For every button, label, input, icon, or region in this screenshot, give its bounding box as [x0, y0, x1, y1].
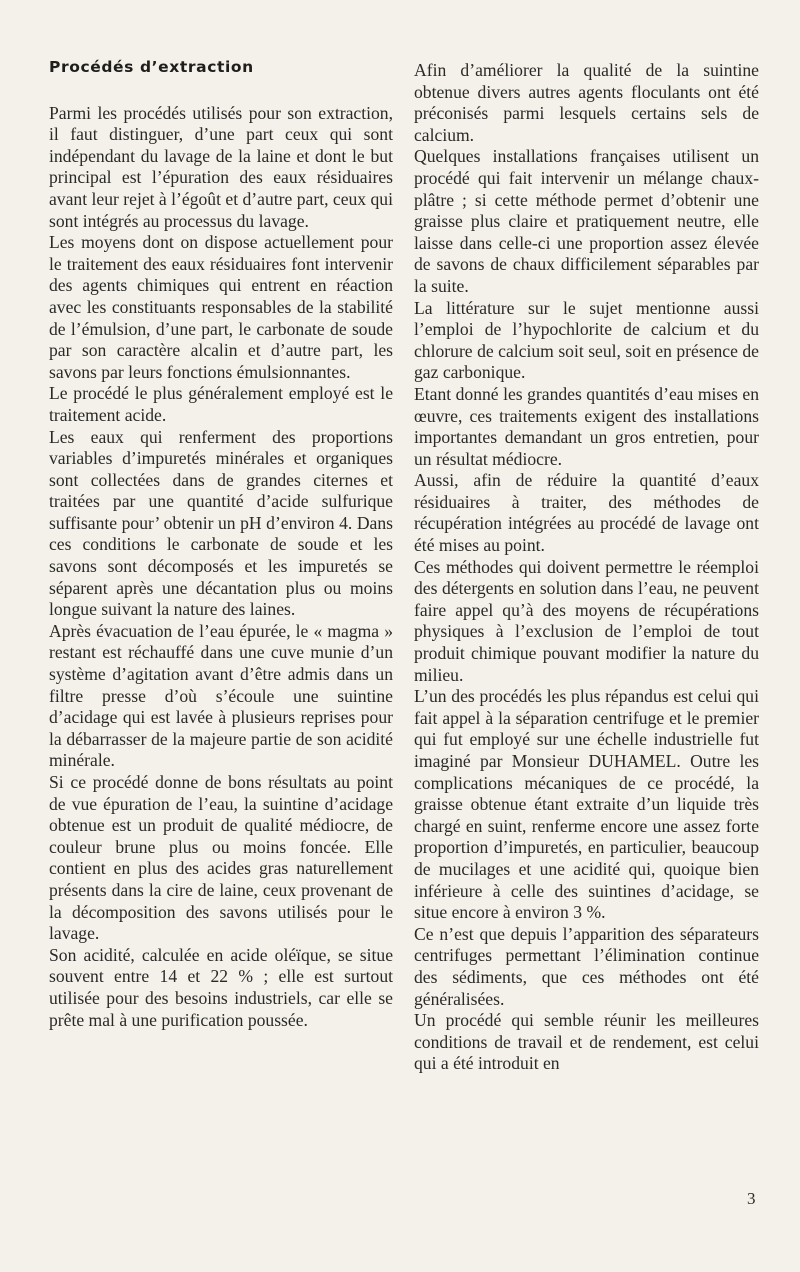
paragraph: Quelques installations françaises utilisent un procédé qui fait intervenir un mélange chaux-plâtre ; si cette méthode permet d’obtenir une graisse plus claire et pratiquement neutre, elle laisse dans celle-ci une proportion assez élevée de savons de chaux difficilement séparables par la suite.	[414, 146, 759, 296]
paragraph: Le procédé le plus généralement employé est le traitement acide.	[49, 383, 393, 425]
paragraph: Après évacuation de l’eau épurée, le « magma » restant est réchauffé dans une cuve munie d’un système d’agitation avant d’être admis dans un filtre presse d’où s’écoule une suintine d’acidage qui est lavée à plusieurs reprises pour la débarrasser de la majeure partie de son acidité minérale.	[49, 620, 393, 771]
paragraph: Etant donné les grandes quantités d’eau mises en œuvre, ces traitements exigent des installations importantes demandant un gros entretien, pour un résultat médiocre.	[414, 383, 759, 469]
section-title: Procédés d’extraction	[49, 58, 254, 76]
paragraph: Les eaux qui renferment des proportions variables d’impuretés minérales et organiques sont collectées dans de grandes citernes et traitées par une quantité d’acide sulfurique suffisante pour’ obtenir un pH d’environ 4. Dans ces conditions le carbonate de soude et les savons sont décomposés et les impuretés se séparent après une décantation plus ou moins longue suivant la nature des laines.	[49, 426, 393, 620]
left-column	[49, 52, 393, 1031]
paragraph: Si ce procédé donne de bons résultats au point de vue épuration de l’eau, la suintine d’acidage obtenue est un produit de qualité médiocre, de couleur brune plus ou moins foncée. Elle contient en plus des acides gras naturellement présents dans la cire de laine, ceux provenant de la décomposition des savons utilisés pour le lavage.	[49, 772, 393, 944]
paragraph: L’un des procédés les plus répandus est celui qui fait appel à la séparation centrifuge et le premier qui fut employé sur une échelle industrielle fut imaginé par Monsieur DUHAMEL. Outre les complications mécaniques de ce procédé, la graisse obtenue étant extraite d’un liquide très chargé en suint, renferme encore une assez forte proportion d’impuretés, en particulier, beaucoup de mucilages et une acidité qui, quoique bien inférieure à celle des suintines d’acidage, se situe encore à environ 3 %.	[414, 686, 759, 923]
paragraph: Afin d’améliorer la qualité de la suintine obtenue divers autres agents floculants ont été préconisés parmi lesquels certains sels de calcium.	[414, 60, 759, 145]
paragraph: Un procédé qui semble réunir les meilleures conditions de travail et de rendement, est celui qui a été introduit en	[414, 1010, 759, 1074]
paragraph: Les moyens dont on dispose actuellement pour le traitement des eaux résiduaires font intervenir des agents chimiques qui entrent en réaction avec les constituants responsables de la stabilité de l’émulsion, d’une part, le carbonate de soude par son caractère alcalin et d’autre part, les savons par leurs fonctions émulsionnantes.	[49, 232, 393, 382]
paragraph: Ces méthodes qui doivent permettre le réemploi des détergents en solution dans l’eau, ne peuvent faire appel qu’à des moyens de récupérations physiques à l’exclusion de l’emploi de tout produit chimique pouvant modifier la nature du milieu.	[414, 556, 759, 685]
paragraph: La littérature sur le sujet mentionne aussi l’emploi de l’hypochlorite de calcium et du chlorure de calcium soit seul, soit en présence de gaz carbonique.	[414, 297, 759, 383]
paragraph: Parmi les procédés utilisés pour son extraction, il faut distinguer, d’une part ceux qui sont indépendant du lavage de la laine et dont le but principal est l’épuration des eaux résiduaires avant leur rejet à l’égoût et d’autre part, ceux qui sont intégrés au processus du lavage.	[49, 102, 393, 231]
paragraph: Son acidité, calculée en acide oléïque, se situe souvent entre 14 et 22 % ; elle est surtout utilisée pour des besoins industriels, car elle se prête mal à une purification poussée.	[49, 944, 393, 1030]
right-column	[414, 60, 759, 1075]
paragraph: Aussi, afin de réduire la quantité d’eaux résiduaires à traiter, des méthodes de récupération intégrées au procédé de lavage ont été mises au point.	[414, 470, 759, 556]
paragraph: Ce n’est que depuis l’apparition des séparateurs centrifuges permettant l’élimination continue des sédiments, que ces méthodes ont été généralisées.	[414, 923, 759, 1009]
page-number: 3	[747, 1189, 756, 1208]
